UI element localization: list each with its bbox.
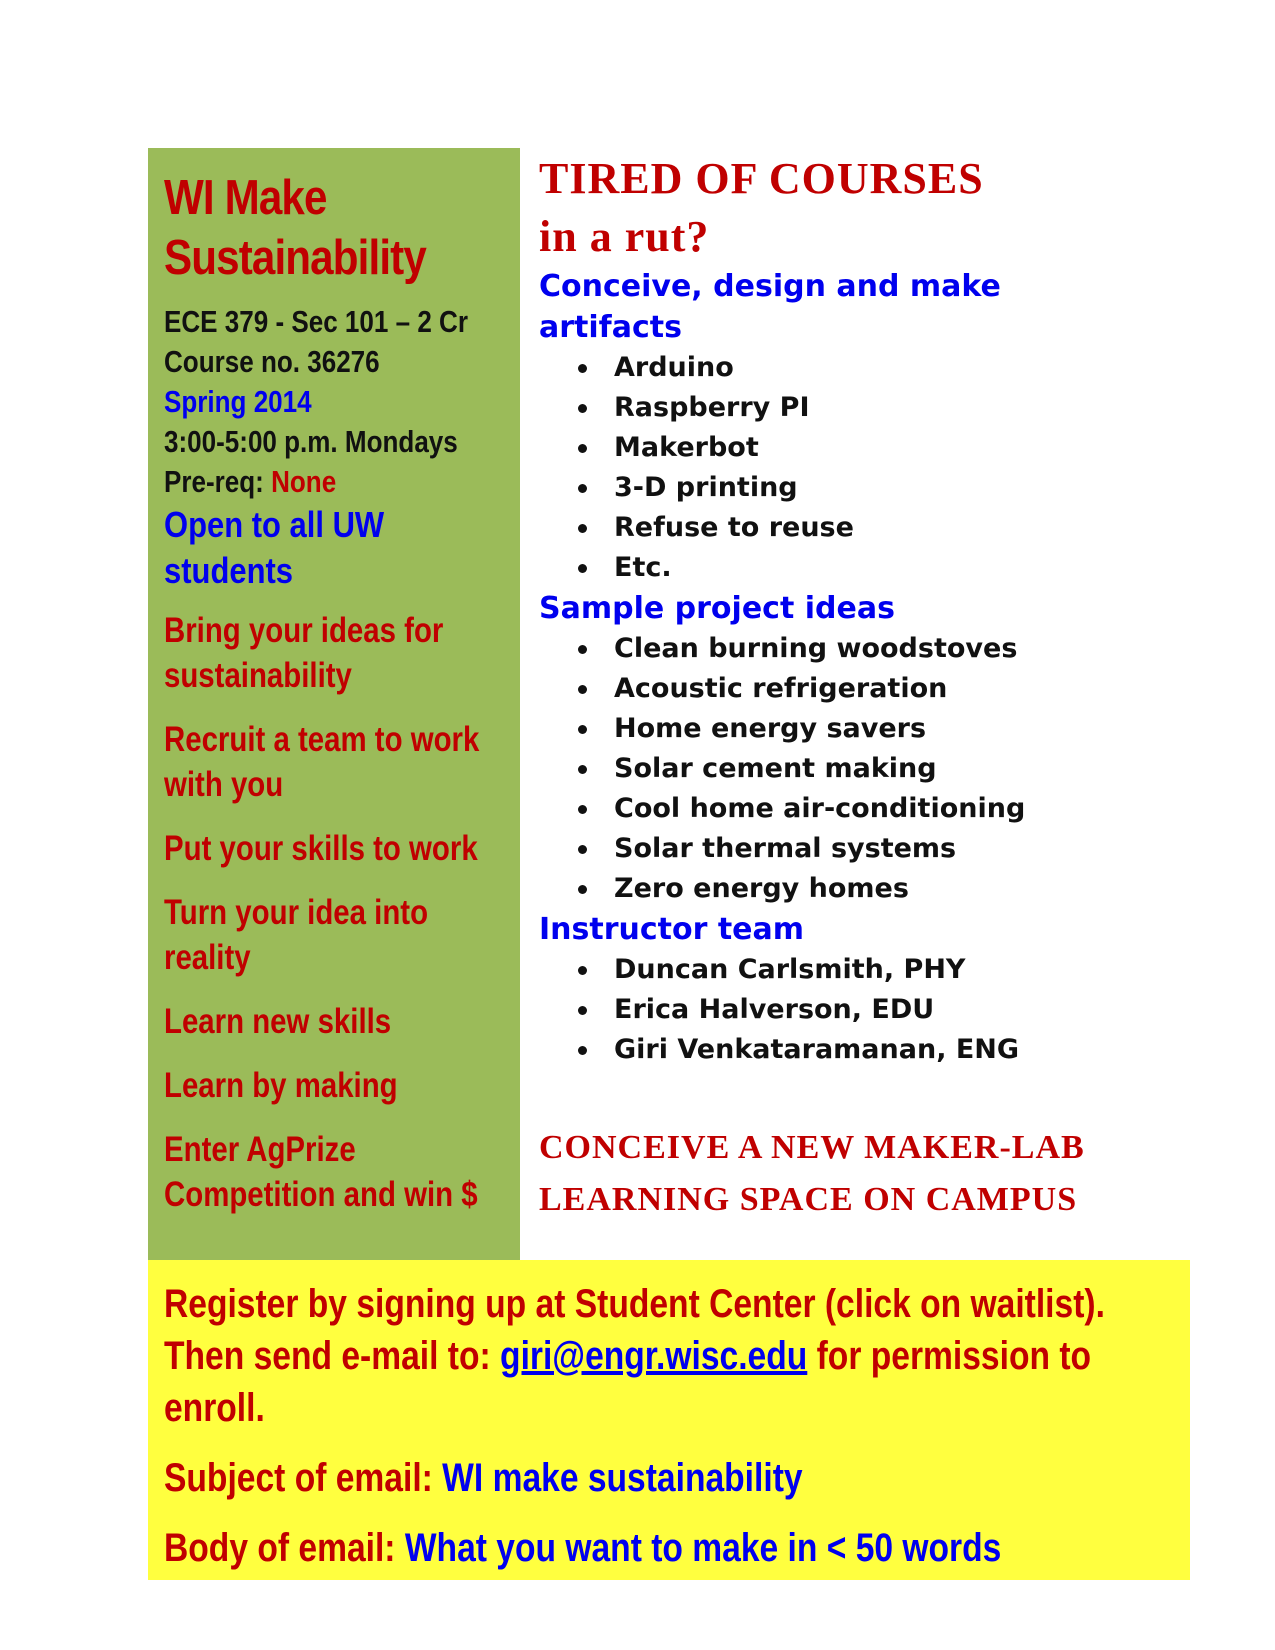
- benefit-point: [164, 1063, 453, 1108]
- benefit-line2: Competition and win $: [164, 1175, 478, 1214]
- benefit-point: [164, 608, 453, 698]
- benefit-line1: Turn your idea into: [164, 893, 429, 932]
- course-info-sidebar: [148, 148, 520, 1260]
- benefit-line1: Put your skills to work: [164, 829, 478, 868]
- open-to-all-note: [164, 502, 460, 594]
- instructors-heading: Instructor team: [539, 912, 805, 947]
- headline: [539, 150, 1219, 266]
- instructor-email-link[interactable]: giri@engr.wisc.edu: [500, 1334, 808, 1378]
- instructors-list: [539, 950, 1219, 1070]
- list-item: Refuse to reuse: [539, 508, 1219, 548]
- prereq-value: None: [271, 464, 337, 499]
- projects-list: [539, 629, 1219, 909]
- artifacts-heading-line2: artifacts: [539, 310, 682, 345]
- email-subject-line: [164, 1452, 1016, 1504]
- callout-line2: LEARNING SPACE ON CAMPUS: [539, 1181, 1078, 1218]
- callout-line1: CONCEIVE A NEW MAKER-LAB: [539, 1129, 1085, 1166]
- projects-heading: Sample project ideas: [539, 591, 895, 626]
- register-line1: Register by signing up at Student Center (click on waitlist).: [164, 1282, 1105, 1326]
- course-description: [539, 150, 1219, 1226]
- list-item: Giri Venkataramanan, ENG: [539, 1030, 1219, 1070]
- artifacts-list: [539, 348, 1219, 588]
- list-item: Clean burning woodstoves: [539, 629, 1219, 669]
- register-line2: [164, 1330, 1092, 1382]
- benefit-line1: Enter AgPrize: [164, 1130, 356, 1169]
- list-item: Acoustic refrigeration: [539, 669, 1219, 709]
- registration-box: [148, 1260, 1190, 1580]
- headline-line1: TIRED OF COURSES: [539, 154, 984, 203]
- list-item: Zero energy homes: [539, 869, 1219, 909]
- artifacts-heading: [539, 266, 1219, 348]
- prereq-label: Pre-req:: [164, 464, 272, 499]
- benefit-line2: sustainability: [164, 656, 352, 695]
- open-note-line1: Open to all UW: [164, 504, 385, 545]
- course-title-line1: WI Make: [164, 171, 327, 225]
- benefit-point: [164, 1127, 478, 1217]
- open-note-line2: students: [164, 550, 294, 591]
- benefit-line1: Learn new skills: [164, 1002, 392, 1041]
- maker-lab-callout: [539, 1122, 1219, 1226]
- headline-line2: in a rut?: [539, 212, 710, 261]
- list-item: Home energy savers: [539, 709, 1219, 749]
- subject-value: WI make sustainability: [442, 1456, 803, 1500]
- course-prereq: [164, 462, 453, 502]
- register-suffix: for permission to: [807, 1334, 1092, 1378]
- benefit-line1: Bring your ideas for: [164, 611, 444, 650]
- benefit-point: [164, 717, 480, 807]
- course-title-line2: Sustainability: [164, 231, 426, 285]
- benefit-point: [164, 890, 453, 980]
- register-line3: enroll.: [164, 1386, 265, 1430]
- list-item: Cool home air-conditioning: [539, 789, 1219, 829]
- artifacts-heading-line1: Conceive, design and make: [539, 269, 1001, 304]
- list-item: Erica Halverson, EDU: [539, 990, 1219, 1030]
- benefit-line1: Learn by making: [164, 1066, 398, 1105]
- email-body-line: [164, 1522, 1016, 1574]
- list-item: Duncan Carlsmith, PHY: [539, 950, 1219, 990]
- register-prefix: Then send e-mail to:: [164, 1334, 501, 1378]
- list-item: Solar thermal systems: [539, 829, 1219, 869]
- course-number: Course no. 36276: [164, 344, 380, 379]
- body-value: What you want to make in < 50 words: [404, 1526, 1002, 1570]
- list-item: Etc.: [539, 548, 1219, 588]
- list-item: 3-D printing: [539, 468, 1219, 508]
- course-time: 3:00-5:00 p.m. Mondays: [164, 424, 458, 459]
- benefit-line2: with you: [164, 765, 284, 804]
- benefit-points: [164, 608, 508, 1217]
- benefit-line2: reality: [164, 938, 251, 977]
- course-code: ECE 379 - Sec 101 – 2 Cr: [164, 304, 468, 339]
- course-title: [164, 168, 460, 288]
- list-item: Arduino: [539, 348, 1219, 388]
- list-item: Makerbot: [539, 428, 1219, 468]
- benefit-point: [164, 999, 453, 1044]
- benefit-line1: Recruit a team to work: [164, 720, 480, 759]
- course-term: Spring 2014: [164, 384, 312, 419]
- list-item: Raspberry PI: [539, 388, 1219, 428]
- body-label: Body of email:: [164, 1526, 405, 1570]
- subject-label: Subject of email:: [164, 1456, 443, 1500]
- benefit-point: [164, 826, 478, 871]
- list-item: Solar cement making: [539, 749, 1219, 789]
